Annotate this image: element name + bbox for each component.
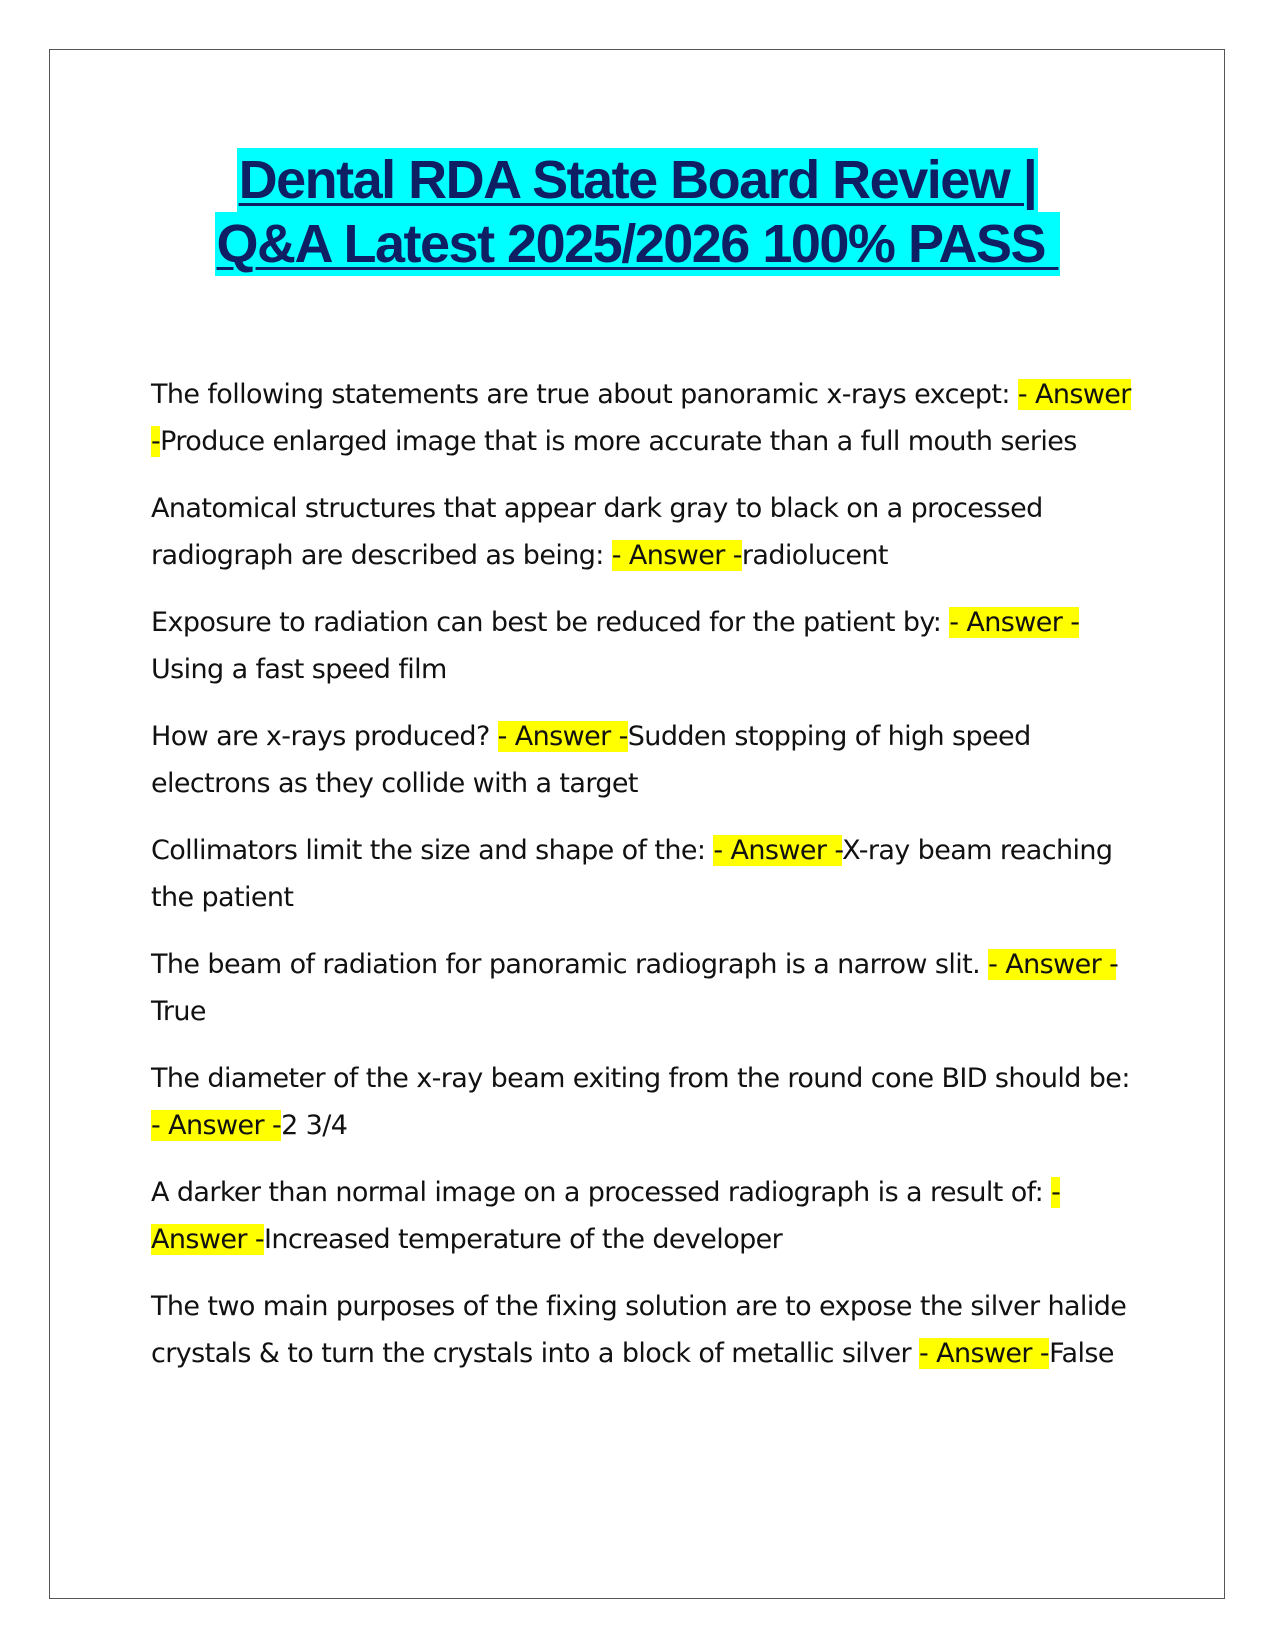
qa-item [151,372,1131,465]
question-text: Anatomical structures that appear dark gray to black on a processed radiograph are described as being: [151,493,1043,571]
question-text: How are x-rays produced? [151,721,498,752]
answer-text: 2 3/4 [281,1109,348,1141]
answer-text: False [1049,1337,1114,1369]
answer-text: Increased temperature of the developer [263,1223,783,1255]
question-text: The beam of radiation for panoramic radiograph is a narrow slit. [151,949,989,980]
answer-marker: - Answer - [949,607,1080,638]
answer-text: Using a fast speed film [151,653,447,685]
qa-list [151,372,1131,1398]
answer-text: Sudden stopping of high speed electrons as they collide with a target [151,721,1031,799]
answer-marker: - Answer - [611,539,742,571]
question-text: The two main purposes of the fixing solution are to expose the silver halide crystals & to turn the crystals into a block of metallic silver [151,1291,1127,1369]
answer-marker: - Answer - [151,1177,1061,1255]
qa-item [151,1056,1131,1149]
question-text: A darker than normal image on a processed radiograph is a result of: [151,1177,1052,1208]
answer-text: X-ray beam reaching the patient [151,835,1113,913]
answer-text: Produce enlarged image that is more accurate than a full mouth series [160,425,1077,457]
question-text: The diameter of the x-ray beam exiting from the round cone BID should be: [151,1063,1130,1094]
question-text: Collimators limit the size and shape of the: [151,835,714,866]
title-line-2: Q&A Latest 2025/2026 100% PASS [216,214,1059,274]
qa-item [151,600,1131,693]
answer-text: radiolucent [741,539,888,571]
answer-marker: - Answer - [918,1337,1050,1369]
qa-item [151,1284,1131,1377]
qa-item [151,828,1131,921]
qa-item [151,486,1131,579]
answer-marker: - Answer - [151,1109,282,1141]
question-text: Exposure to radiation can best be reduced for the patient by: [151,607,950,638]
title-line-1: Dental RDA State Board Review | [238,150,1037,210]
question-text: The following statements are true about panoramic x-rays except: [151,379,1018,410]
answer-marker: - Answer - [151,379,1131,457]
answer-marker: - Answer - [988,949,1116,980]
qa-item [151,942,1131,1035]
answer-marker: - Answer - [497,721,628,752]
document-title [0,148,1275,276]
answer-text: True [151,995,206,1027]
qa-item [151,714,1131,807]
qa-item [151,1170,1131,1263]
answer-marker: - Answer - [713,835,843,866]
